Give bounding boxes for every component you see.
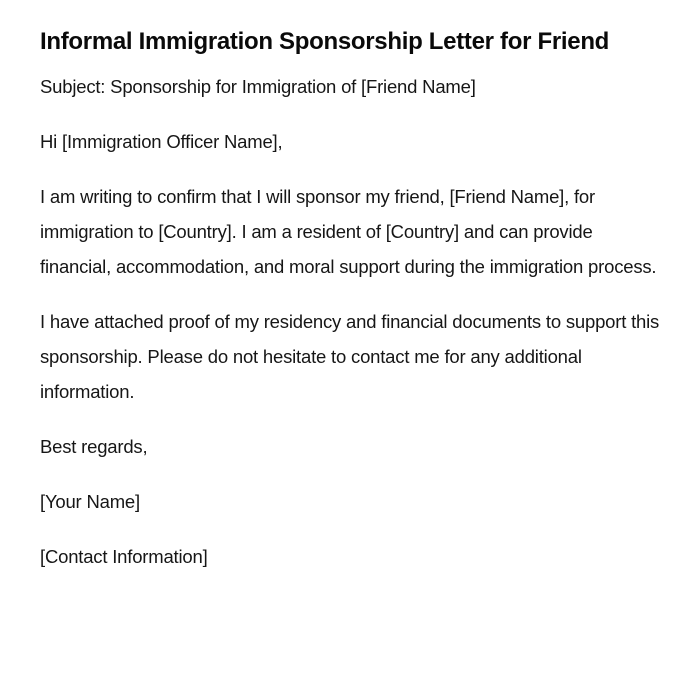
letter-body-paragraph-2: I have attached proof of my residency and financial documents to support this sponsorship. Please do not hesitate to contact me for any additional information.	[40, 311, 660, 402]
letter-greeting: Hi [Immigration Officer Name],	[40, 131, 283, 152]
signature-contact: [Contact Information]	[40, 546, 208, 567]
document-title: Informal Immigration Sponsorship Letter for Friend	[40, 28, 610, 55]
signature-name: [Your Name]	[40, 491, 140, 512]
letter-subject: Subject: Sponsorship for Immigration of [Friend Name]	[40, 76, 476, 97]
letter-body-paragraph-1: I am writing to confirm that I will sponsor my friend, [Friend Name], for immigration to [Country]. I am a resident of [Country] and can provide financial, accommodation, and moral support during the immigration process.	[40, 186, 657, 277]
letter-closing: Best regards,	[40, 436, 148, 457]
